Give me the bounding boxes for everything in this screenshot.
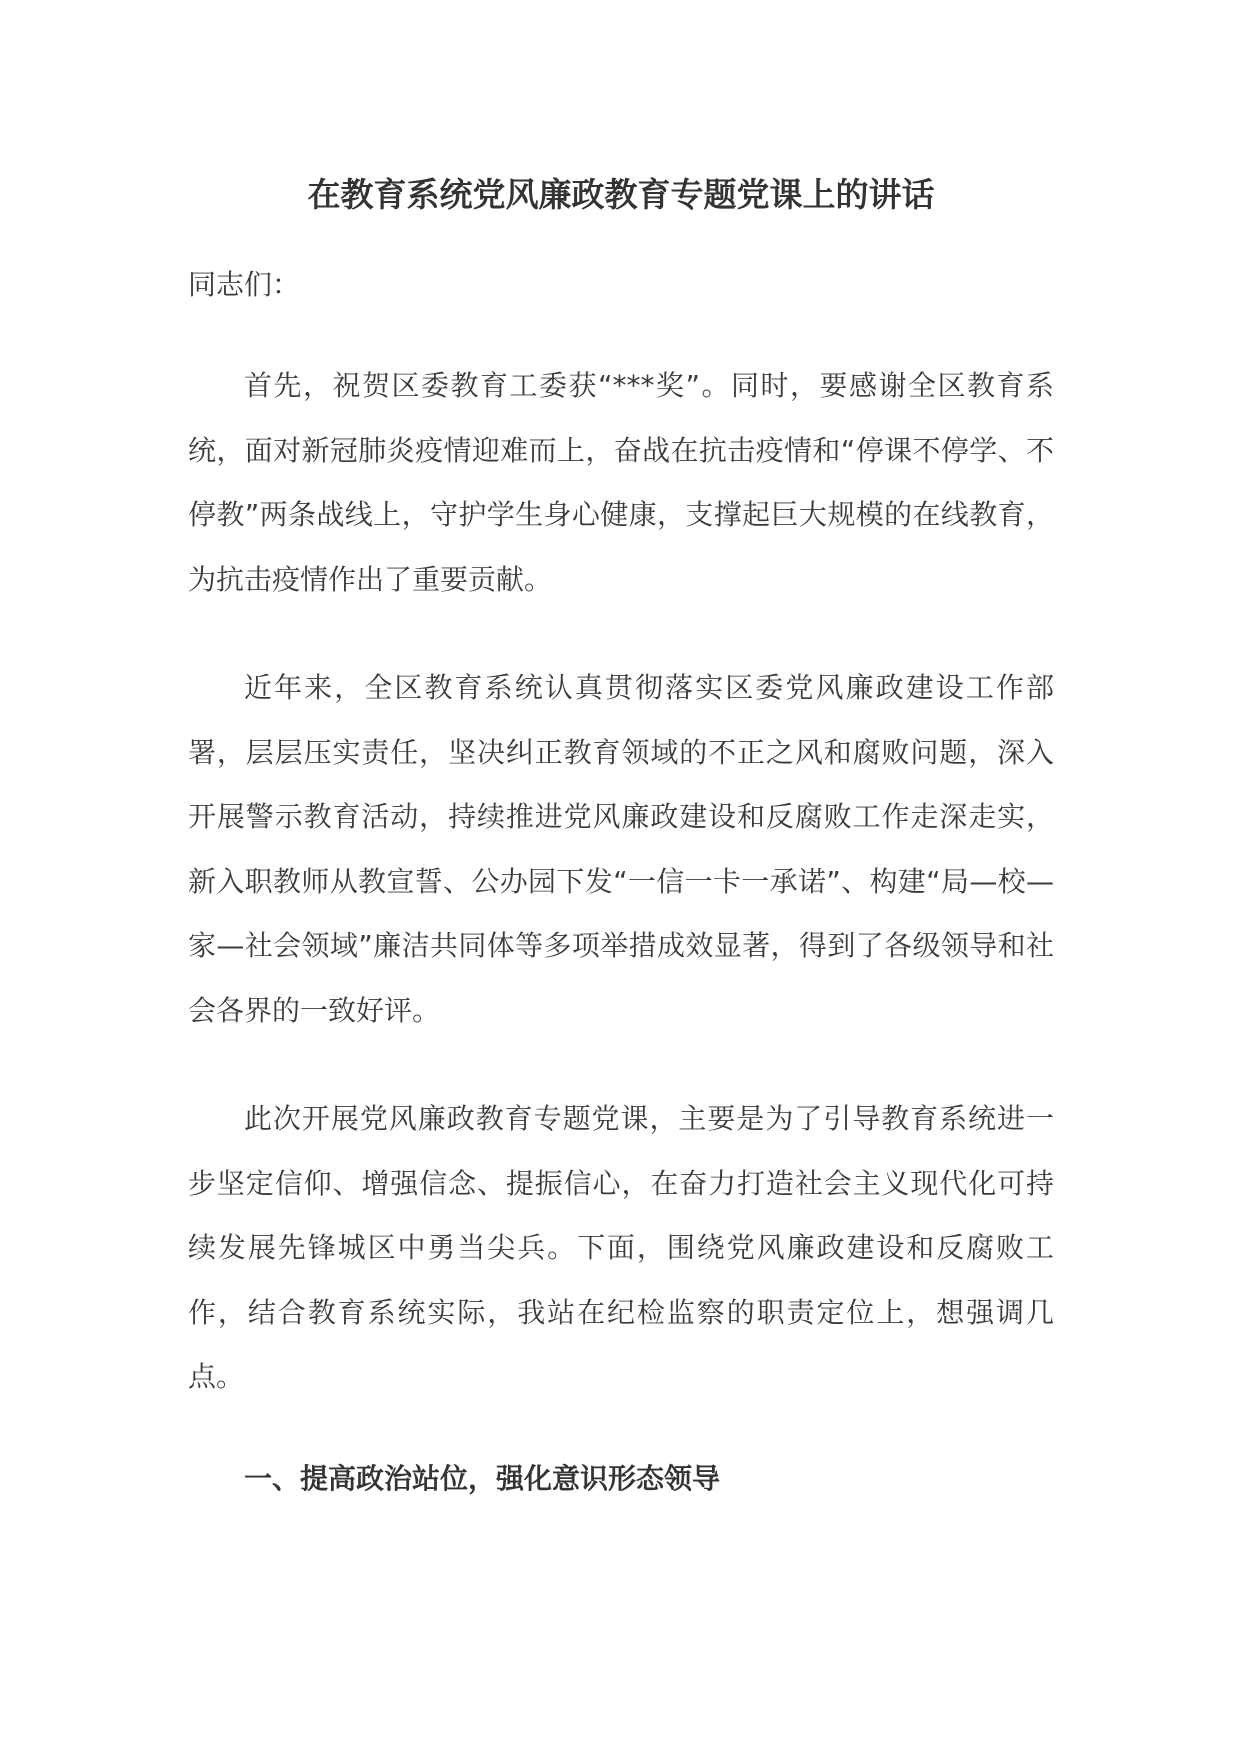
salutation: 同志们： bbox=[188, 268, 301, 301]
document-page bbox=[188, 170, 1054, 1504]
paragraph-congratulations: 首先，祝贺区委教育工委获“***奖”。同时，要感谢全区教育系统，面对新冠肺炎疫情迎难而上，奋战在抗击疫情和“停课不停学、不停教”两条战线上，守护学生身心健康，支撑起巨大规模的在线教育，为抗击疫情作出了重要贡献。 bbox=[188, 369, 1054, 596]
section-heading: 一、提高政治站位，强化意识形态领导 bbox=[244, 1461, 721, 1495]
paragraph-purpose: 此次开展党风廉政教育专题党课，主要是为了引导教育系统进一步坚定信仰、增强信念、提振信心，在奋力打造社会主义现代化可持续发展先锋城区中勇当尖兵。下面，围绕党风廉政建设和反腐败工作，结合教育系统实际，我站在纪检监察的职责定位上，想强调几点。 bbox=[188, 1102, 1054, 1393]
document-title: 在教育系统党风廉政教育专题党课上的讲话 bbox=[307, 175, 935, 214]
paragraph-recent-work: 近年来，全区教育系统认真贯彻落实区委党风廉政建设工作部署，层层压实责任，坚决纠正教育领域的不正之风和腐败问题，深入开展警示教育活动，持续推进党风廉政建设和反腐败工作走深走实，新入职教师从教宣誓、公办园下发“一信一卡一承诺”、构建“局—校—家—社会领域”廉洁共同体等多项举措成效显著，得到了各级领导和社会各界的一致好评。 bbox=[188, 671, 1054, 1027]
